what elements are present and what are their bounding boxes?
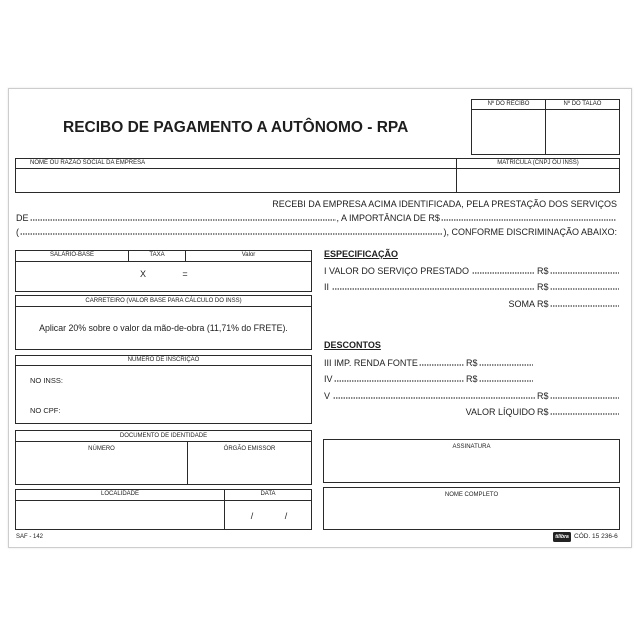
signature-label: ASSINATURA xyxy=(452,444,491,450)
company-name-label: NOME OU RAZÃO SOCIAL DA EMPRESA xyxy=(16,159,456,169)
discount-item xyxy=(324,373,465,385)
inss-label: NO INSS: xyxy=(30,376,63,385)
currency-label: R$ xyxy=(537,407,549,417)
identity-number-label: NÚMERO xyxy=(88,446,115,452)
statement-line-3-end: ), CONFORME DISCRIMINAÇÃO ABAIXO: xyxy=(443,227,617,237)
dotted-leader xyxy=(550,397,619,399)
statement-line-1: RECEBI DA EMPRESA ACIMA IDENTIFICADA, PELA PRESTAÇÃO DOS SERVIÇOS xyxy=(272,199,617,209)
form-code: SAF - 142 xyxy=(16,534,44,540)
statement-line-2-middle: , A IMPORTÂNCIA DE R$ xyxy=(336,213,440,223)
dotted-leader xyxy=(30,219,336,221)
salary-header-row xyxy=(16,251,311,262)
dotted-leader xyxy=(472,272,535,274)
specification-item-amount xyxy=(537,265,620,277)
dotted-leader xyxy=(550,288,619,290)
date-separator: / xyxy=(284,511,288,521)
currency-label: R$ xyxy=(537,299,549,309)
discount-item-amount xyxy=(466,357,534,369)
sum-label: SOMA xyxy=(508,299,535,309)
discounts-heading: DESCONTOS xyxy=(324,340,381,350)
currency-label: R$ xyxy=(466,358,478,368)
cpf-label: NO CPF: xyxy=(30,406,61,415)
specification-heading: ESPECIFICAÇÃO xyxy=(324,249,399,259)
company-name-cell xyxy=(16,159,457,192)
identity-document-box xyxy=(15,430,312,485)
discount-item xyxy=(324,357,465,369)
specification-item-label: II xyxy=(324,282,330,292)
signature-box xyxy=(323,439,620,483)
booklet-number-label: Nº DO TALÃO xyxy=(546,100,619,110)
place-date-divider xyxy=(224,490,225,529)
full-name-label: NOME COMPLETO xyxy=(444,492,499,498)
receipt-number-cell xyxy=(472,100,546,154)
net-value-label: VALOR LÍQUIDO xyxy=(465,407,535,417)
dotted-leader xyxy=(333,397,535,399)
currency-label: R$ xyxy=(537,266,549,276)
dotted-leader xyxy=(550,413,619,415)
discount-item-label: V xyxy=(324,391,331,401)
dotted-leader xyxy=(550,305,619,307)
net-value-amount xyxy=(537,406,620,418)
dotted-leader xyxy=(479,364,533,366)
place-date-box xyxy=(15,489,312,530)
identity-issuer-label: ÓRGÃO EMISSOR xyxy=(223,446,276,452)
salary-box xyxy=(15,250,312,292)
company-box xyxy=(15,158,620,193)
specification-item xyxy=(324,281,536,293)
currency-label: R$ xyxy=(466,374,478,384)
currency-label: R$ xyxy=(537,282,549,292)
registration-label: NÚMERO DE INSCRIÇÃO xyxy=(16,356,311,366)
discount-item-amount xyxy=(537,390,620,402)
currency-label: R$ xyxy=(537,391,549,401)
dotted-leader xyxy=(332,288,535,290)
discount-item xyxy=(324,390,536,402)
discount-item-label: IV xyxy=(324,374,333,384)
statement-line-3-start: ( xyxy=(16,227,19,237)
product-code: CÓD. 15 236-6 xyxy=(574,533,618,540)
trucker-label: CARRETEIRO (VALOR BASE PARA CÁLCULO DO INSS) xyxy=(16,296,311,307)
date-separator: / xyxy=(250,511,254,521)
dotted-leader xyxy=(550,272,619,274)
statement-line-3 xyxy=(16,226,617,238)
booklet-number-cell xyxy=(546,100,619,154)
dotted-leader xyxy=(419,364,464,366)
salary-rate-label: TAXA xyxy=(129,251,186,261)
discount-item-label: III IMP. RENDA FONTE xyxy=(324,358,418,368)
salary-value-label: Valor xyxy=(241,252,256,258)
company-registration-cell xyxy=(457,159,619,192)
company-registration-label: MATRÍCULA (CNPJ OU INSS) xyxy=(457,159,619,169)
place-label: LOCALIDADE xyxy=(100,491,139,497)
trucker-note: Aplicar 20% sobre o valor da mão-de-obra (11,71% do FRETE). xyxy=(39,323,288,333)
specification-item xyxy=(324,265,536,277)
trucker-box xyxy=(15,295,312,350)
full-name-box xyxy=(323,487,620,530)
salary-base-label: SALÁRIO-BASE xyxy=(16,251,129,261)
statement-line-2-start: DE xyxy=(16,213,29,223)
discount-item-amount xyxy=(466,373,534,385)
identity-document-label: DOCUMENTO DE IDENTIDADE xyxy=(16,431,311,442)
date-label: DATA xyxy=(260,491,276,497)
dotted-leader xyxy=(20,233,442,235)
sum-amount xyxy=(537,298,620,310)
brand-logo: tilibra xyxy=(553,532,571,542)
receipt-number-box xyxy=(471,99,620,155)
form-title: RECIBO DE PAGAMENTO A AUTÔNOMO - RPA xyxy=(63,119,409,136)
times-symbol: X xyxy=(139,269,146,279)
equals-symbol: = xyxy=(182,269,188,279)
receipt-number-label: Nº DO RECIBO xyxy=(472,100,545,110)
statement-line-2 xyxy=(16,212,617,224)
dotted-leader xyxy=(479,380,533,382)
registration-box xyxy=(15,355,312,424)
specification-item-amount xyxy=(537,281,620,293)
dotted-leader xyxy=(441,219,616,221)
dotted-leader xyxy=(334,380,464,382)
specification-item-label: I VALOR DO SERVIÇO PRESTADO xyxy=(324,266,470,276)
place-date-header-row xyxy=(16,490,311,501)
